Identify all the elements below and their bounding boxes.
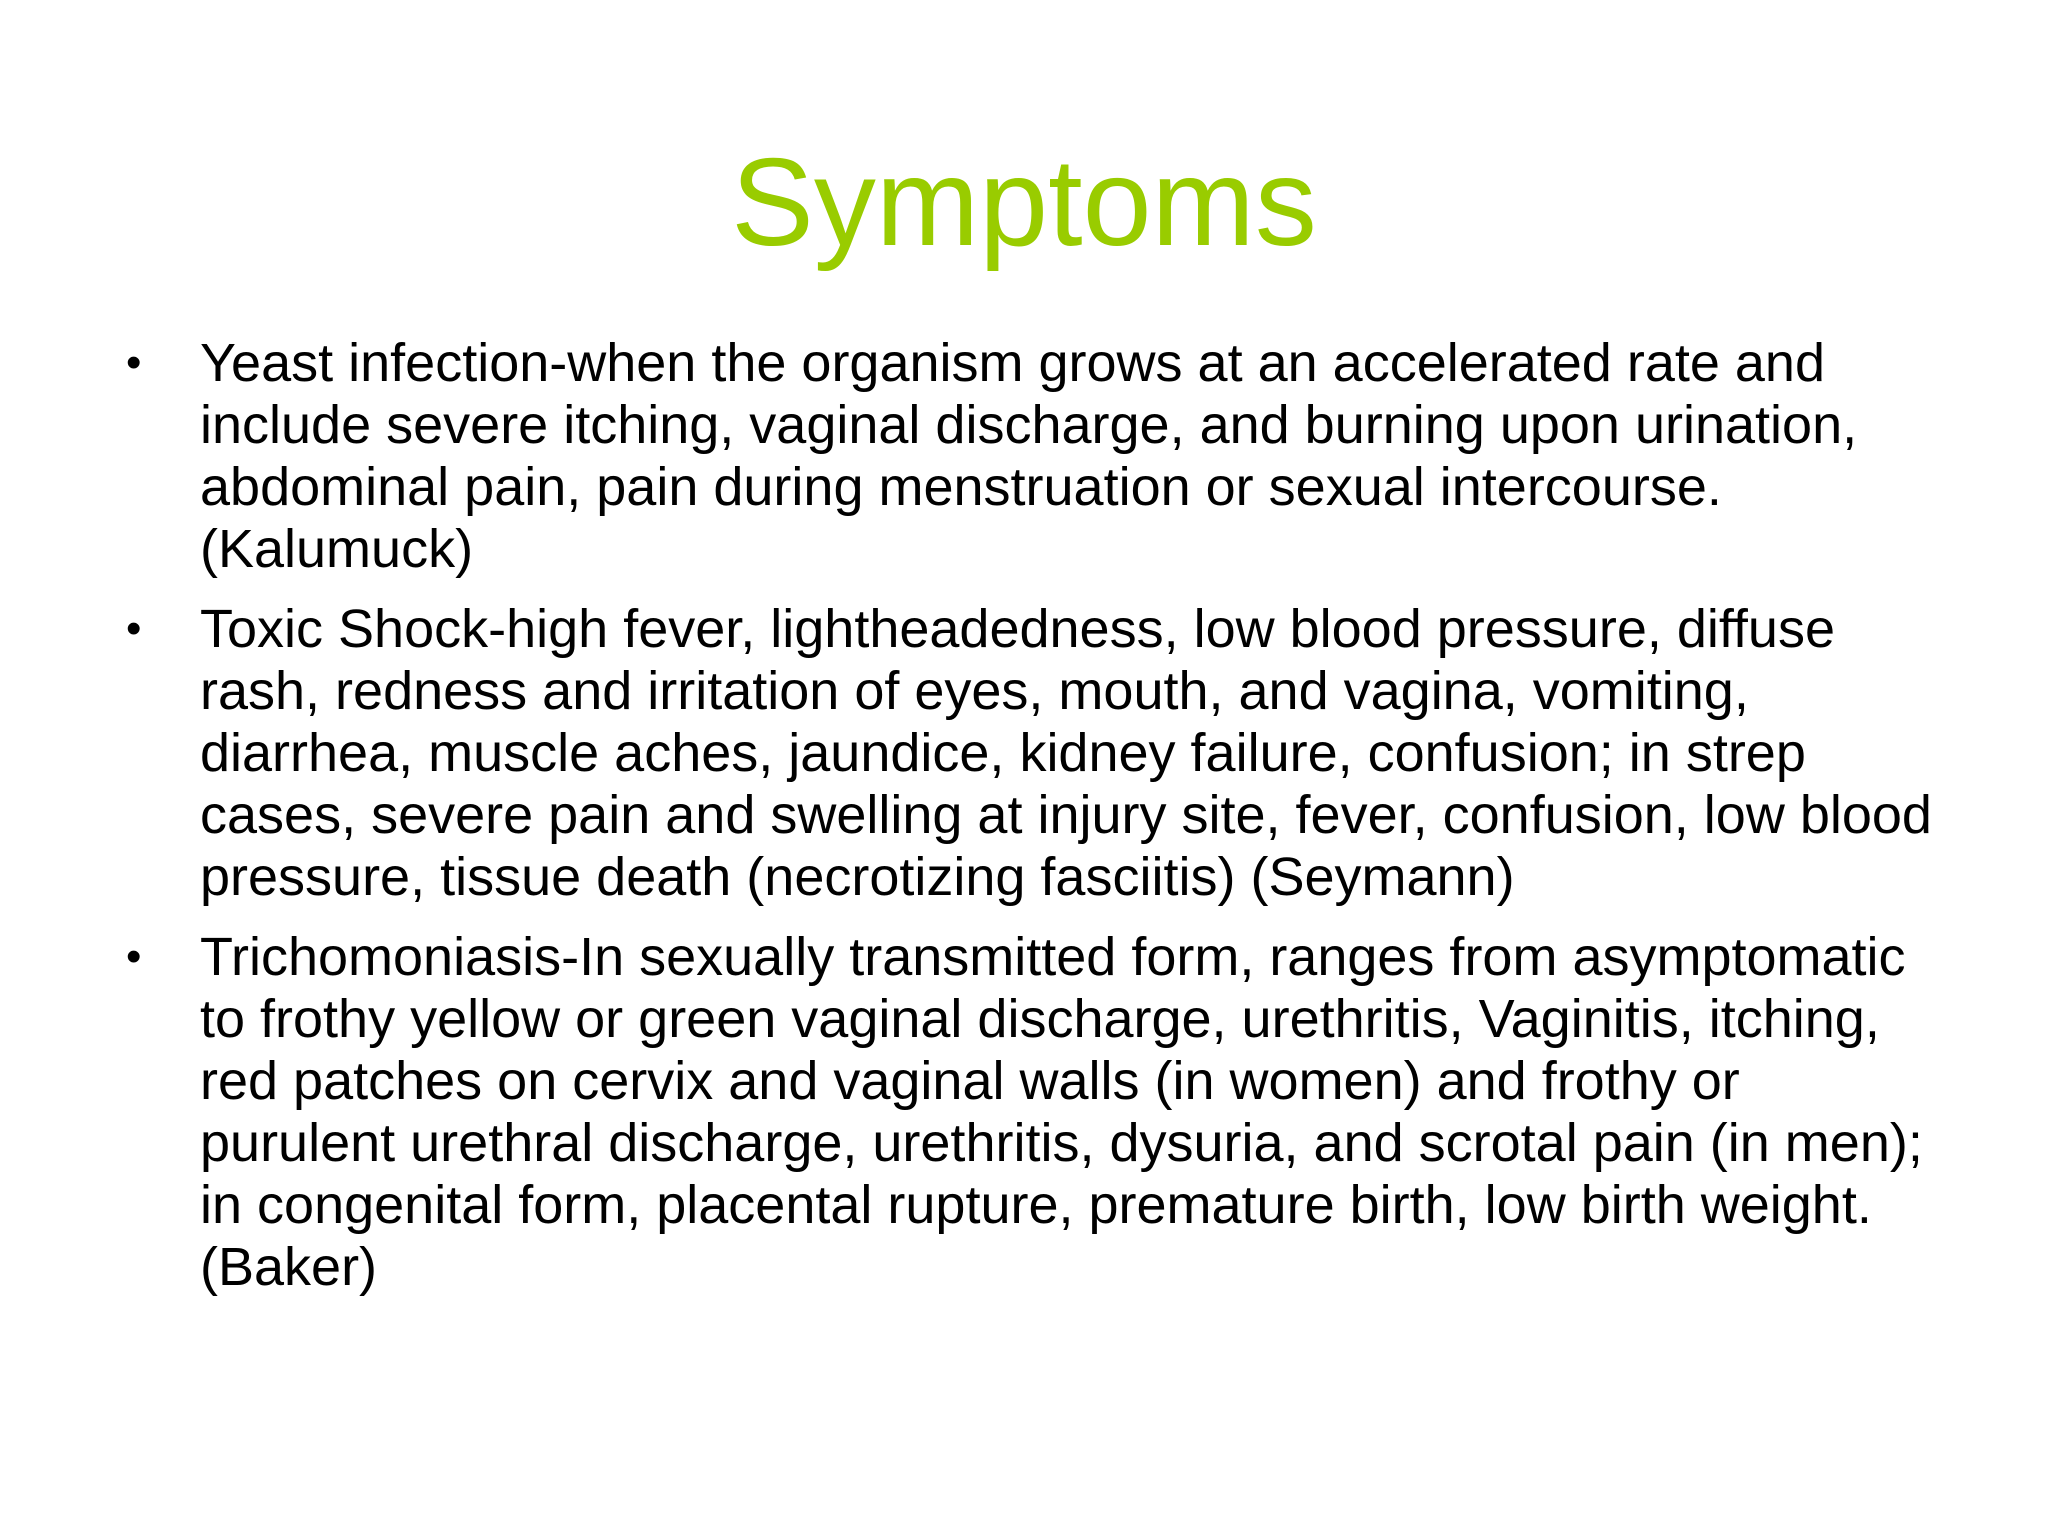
bullet-main-text: Trichomoniasis-In sexually transmitted form, ranges from asymptomatic to frothy yellow or green vaginal discharge, urethritis, Vaginitis, itching, red patches on cervix and vaginal walls (in women) and frothy or purulent urethral discharge, urethritis, dysuria, and scrotal pain (in men); in congenital form, placental rupture, premature birth, low birth weight. — [200, 927, 1923, 1235]
slide-title: Symptoms — [731, 134, 1317, 272]
bullet-citation: (Seymann) — [1250, 847, 1515, 907]
bullet-icon: • — [126, 338, 142, 387]
bullet-main-text: Toxic Shock-high fever, lightheadedness, low blood pressure, diffuse rash, redness and irritation of eyes, mouth, and vagina, vomiting, diarrhea, muscle aches, jaundice, kidney failure, confusion; in strep cases, severe pain and swelling at injury site, fever, confusion, low blood pressure, tissue death (necrotizing fasciitis) — [200, 599, 1932, 907]
bullet-main-text: Yeast infection-when the organism grows at an accelerated rate and include severe itching, vaginal discharge, and burning upon urination, abdominal pain, pain during menstruation or sexual intercourse. — [200, 333, 1858, 517]
bullet-citation: (Baker) — [200, 1237, 378, 1297]
bullet-text — [200, 332, 1946, 580]
bullet-icon: • — [126, 604, 142, 653]
bullet-item-yeast-infection — [126, 332, 1946, 580]
bullet-item-trichomoniasis — [126, 926, 1946, 1298]
bullet-list — [126, 332, 1946, 1316]
bullet-text — [200, 598, 1946, 908]
bullet-icon: • — [126, 932, 142, 981]
bullet-text — [200, 926, 1946, 1298]
bullet-citation: (Kalumuck) — [200, 519, 474, 579]
bullet-item-toxic-shock — [126, 598, 1946, 908]
